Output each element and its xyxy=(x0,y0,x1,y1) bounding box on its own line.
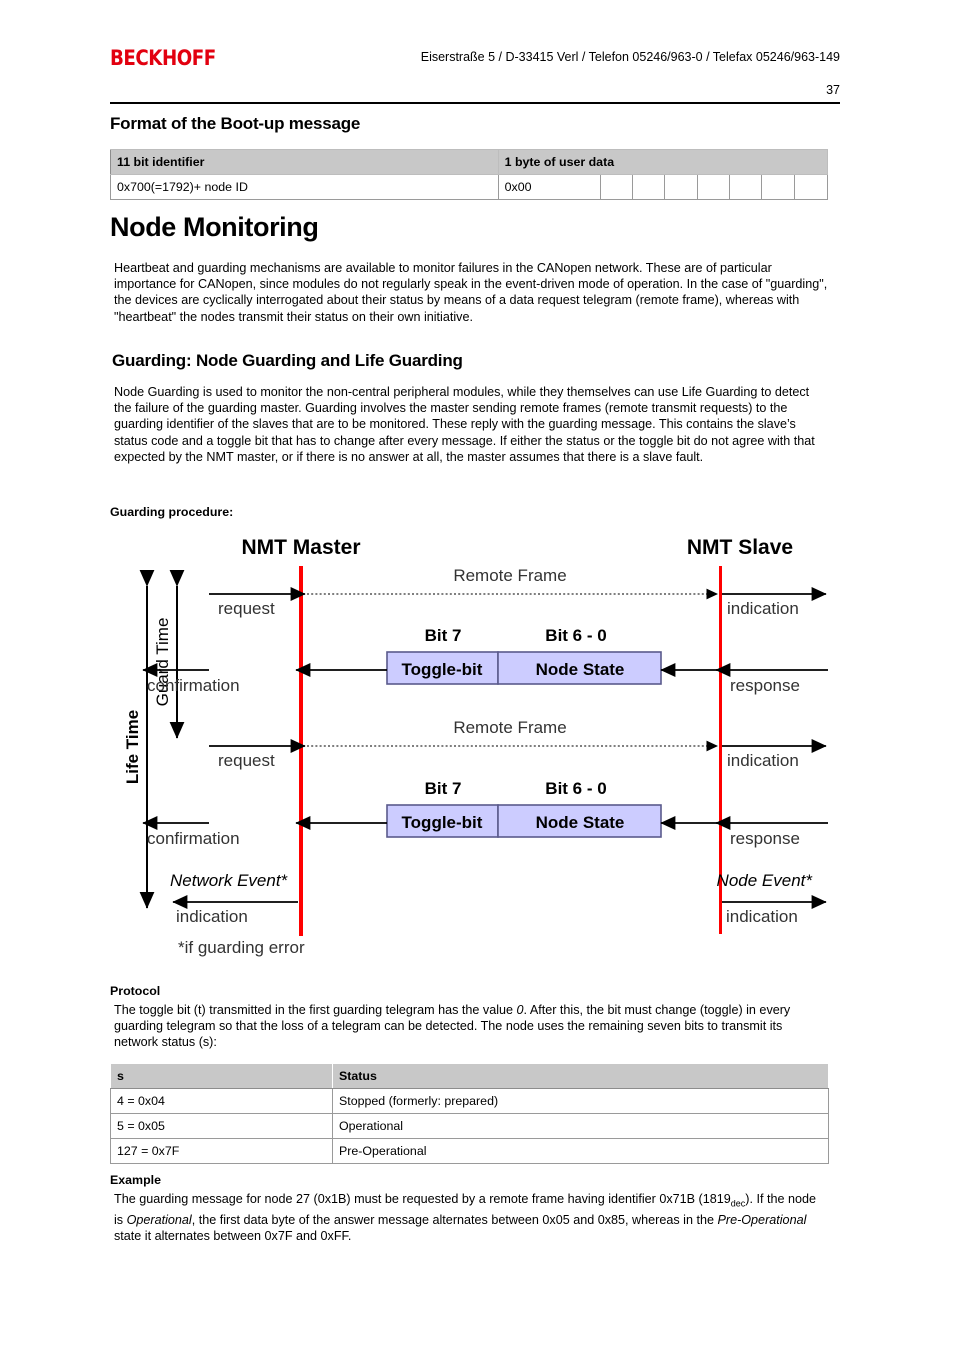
bit7-label-1: Bit 7 xyxy=(424,626,462,645)
response-label-2: response xyxy=(730,829,800,848)
bootup-identifier-value: 0x700(=1792)+ node ID xyxy=(111,175,499,200)
node-monitoring-title: Node Monitoring xyxy=(110,212,319,242)
master-lifeline xyxy=(299,566,303,936)
node-event-label: Node Event* xyxy=(716,871,812,890)
node-monitoring-intro: Heartbeat and guarding mechanisms are available to monitor failures in the CANopen network. These are of particular importance for CANopen, since modules do not regularly speak in the event-driven mode of operation. In the case of "guarding", the devices are cyclically interrogated about their status by means of a data request telegram (remote frame), whereas with "heartbeat" the nodes transmit their status on their own initiative. xyxy=(114,261,828,324)
status-code-table xyxy=(110,1063,829,1164)
guard-time-label: Guard Time xyxy=(153,617,172,707)
bit7-label-2: Bit 7 xyxy=(424,779,462,798)
example-italic1: Operational xyxy=(126,1212,192,1227)
bootup-col-identifier: 11 bit identifier xyxy=(111,150,499,175)
bootup-byte-3 xyxy=(665,175,697,200)
header-rule xyxy=(110,102,840,104)
node-state-label-2: Node State xyxy=(535,813,625,832)
indication-label-1: indication xyxy=(727,599,799,618)
bit60-label-2: Bit 6 - 0 xyxy=(545,779,607,798)
status-col-s: s xyxy=(111,1064,333,1089)
response-label-1: response xyxy=(730,676,800,695)
example-heading: Example xyxy=(110,1173,161,1187)
page-number: 37 xyxy=(826,83,840,97)
status-value-1: Operational xyxy=(333,1114,829,1139)
guarding-procedure-diagram xyxy=(110,524,850,964)
status-value-2: Pre-Operational xyxy=(333,1139,829,1164)
table-row xyxy=(111,1089,829,1114)
status-col-status: Status xyxy=(333,1064,829,1089)
request-label-2: request xyxy=(218,751,275,770)
bootup-byte-5 xyxy=(729,175,761,200)
life-time-label: Life Time xyxy=(123,709,142,785)
page-header xyxy=(110,46,840,76)
example-part4: state it alternates between 0x7F and 0xFF. xyxy=(114,1228,352,1243)
nmt-slave-label: NMT Slave xyxy=(686,536,794,559)
bootup-byte-1 xyxy=(600,175,632,200)
remote-frame-label-2: Remote Frame xyxy=(453,718,567,737)
guarding-body: Node Guarding is used to monitor the non-central peripheral modules, while they themselves can use Life Guarding to detect the failure of the guarding master. Guarding involves the master sending remote frames (remote transmit requests) to the guarding identifier of the slaves that are to be monitored. These reply with the guarding message. This contains the slave’s status code and a toggle bit that has to change after every message. If either the status or the toggle bit do not agree with that expected by the NMT master, or if there is no answer at all, the master assumes that there is a slave fault. xyxy=(114,385,815,464)
status-value-0: Stopped (formerly: prepared) xyxy=(333,1089,829,1114)
status-s-1: 5 = 0x05 xyxy=(111,1114,333,1139)
table-row xyxy=(111,1114,829,1139)
network-event-label: Network Event* xyxy=(170,871,288,890)
example-sub1: dec xyxy=(730,1198,746,1209)
example-part1: The guarding message for node 27 (0x1B) must be requested by a remote frame having identifier 0x71B (1819 xyxy=(114,1192,731,1206)
bootup-col-userdata: 1 byte of user data xyxy=(498,150,827,175)
example-body xyxy=(114,1191,828,1244)
remote-frame-label-1: Remote Frame xyxy=(453,566,567,585)
guarding-error-footnote: *if guarding error xyxy=(178,938,305,957)
indication-label-2: indication xyxy=(727,751,799,770)
example-italic2: Pre-Operational xyxy=(717,1212,807,1227)
table-row xyxy=(111,150,828,175)
status-s-0: 4 = 0x04 xyxy=(111,1089,333,1114)
protocol-heading: Protocol xyxy=(110,984,161,998)
protocol-body-italic: 0 xyxy=(516,1003,524,1017)
request-label-1: request xyxy=(218,599,275,618)
table-row xyxy=(111,175,828,200)
beckhoff-logo: BECKHOFF xyxy=(110,46,216,71)
bootup-byte-2 xyxy=(633,175,665,200)
example-part2: ). If the node is xyxy=(114,1192,816,1227)
table-row xyxy=(111,1139,829,1164)
guarding-heading: Guarding: Node Guarding and Life Guarding xyxy=(112,351,463,370)
protocol-body xyxy=(114,1002,828,1051)
bootup-byte-4 xyxy=(697,175,729,200)
bootup-heading: Format of the Boot-up message xyxy=(110,114,361,133)
network-event-indication-label: indication xyxy=(176,907,248,926)
company-address: Eiserstraße 5 / D-33415 Verl / Telefon 05246/963-0 / Telefax 05246/963-149 xyxy=(420,50,840,64)
toggle-bit-label-2: Toggle-bit xyxy=(401,813,483,832)
protocol-body-a: The toggle bit (t) transmitted in the first guarding telegram has the value xyxy=(114,1003,517,1017)
node-event-indication-label: indication xyxy=(726,907,798,926)
example-part3: , the first data byte of the answer message alternates between 0x05 and 0x85, whereas in the xyxy=(191,1212,718,1227)
table-row xyxy=(111,1064,829,1089)
bootup-message-table xyxy=(110,149,828,200)
confirmation-label-2: confirmation xyxy=(147,829,240,848)
node-state-label-1: Node State xyxy=(535,660,625,679)
bit60-label-1: Bit 6 - 0 xyxy=(545,626,607,645)
guarding-procedure-label: Guarding procedure: xyxy=(110,505,234,519)
bootup-byte-7 xyxy=(794,175,828,200)
toggle-bit-label-1: Toggle-bit xyxy=(401,660,483,679)
status-s-2: 127 = 0x7F xyxy=(111,1139,333,1164)
bootup-byte-0: 0x00 xyxy=(498,175,600,200)
protocol-body-b: . After this, the bit must change (toggle) in every guarding telegram so that the loss of a telegram can be detected. The node uses the remaining seven bits to transmit its network status (s): xyxy=(114,1003,791,1050)
bootup-byte-6 xyxy=(762,175,794,200)
nmt-master-label: NMT Master xyxy=(241,536,361,559)
confirmation-label-1: confirmation xyxy=(147,676,240,695)
